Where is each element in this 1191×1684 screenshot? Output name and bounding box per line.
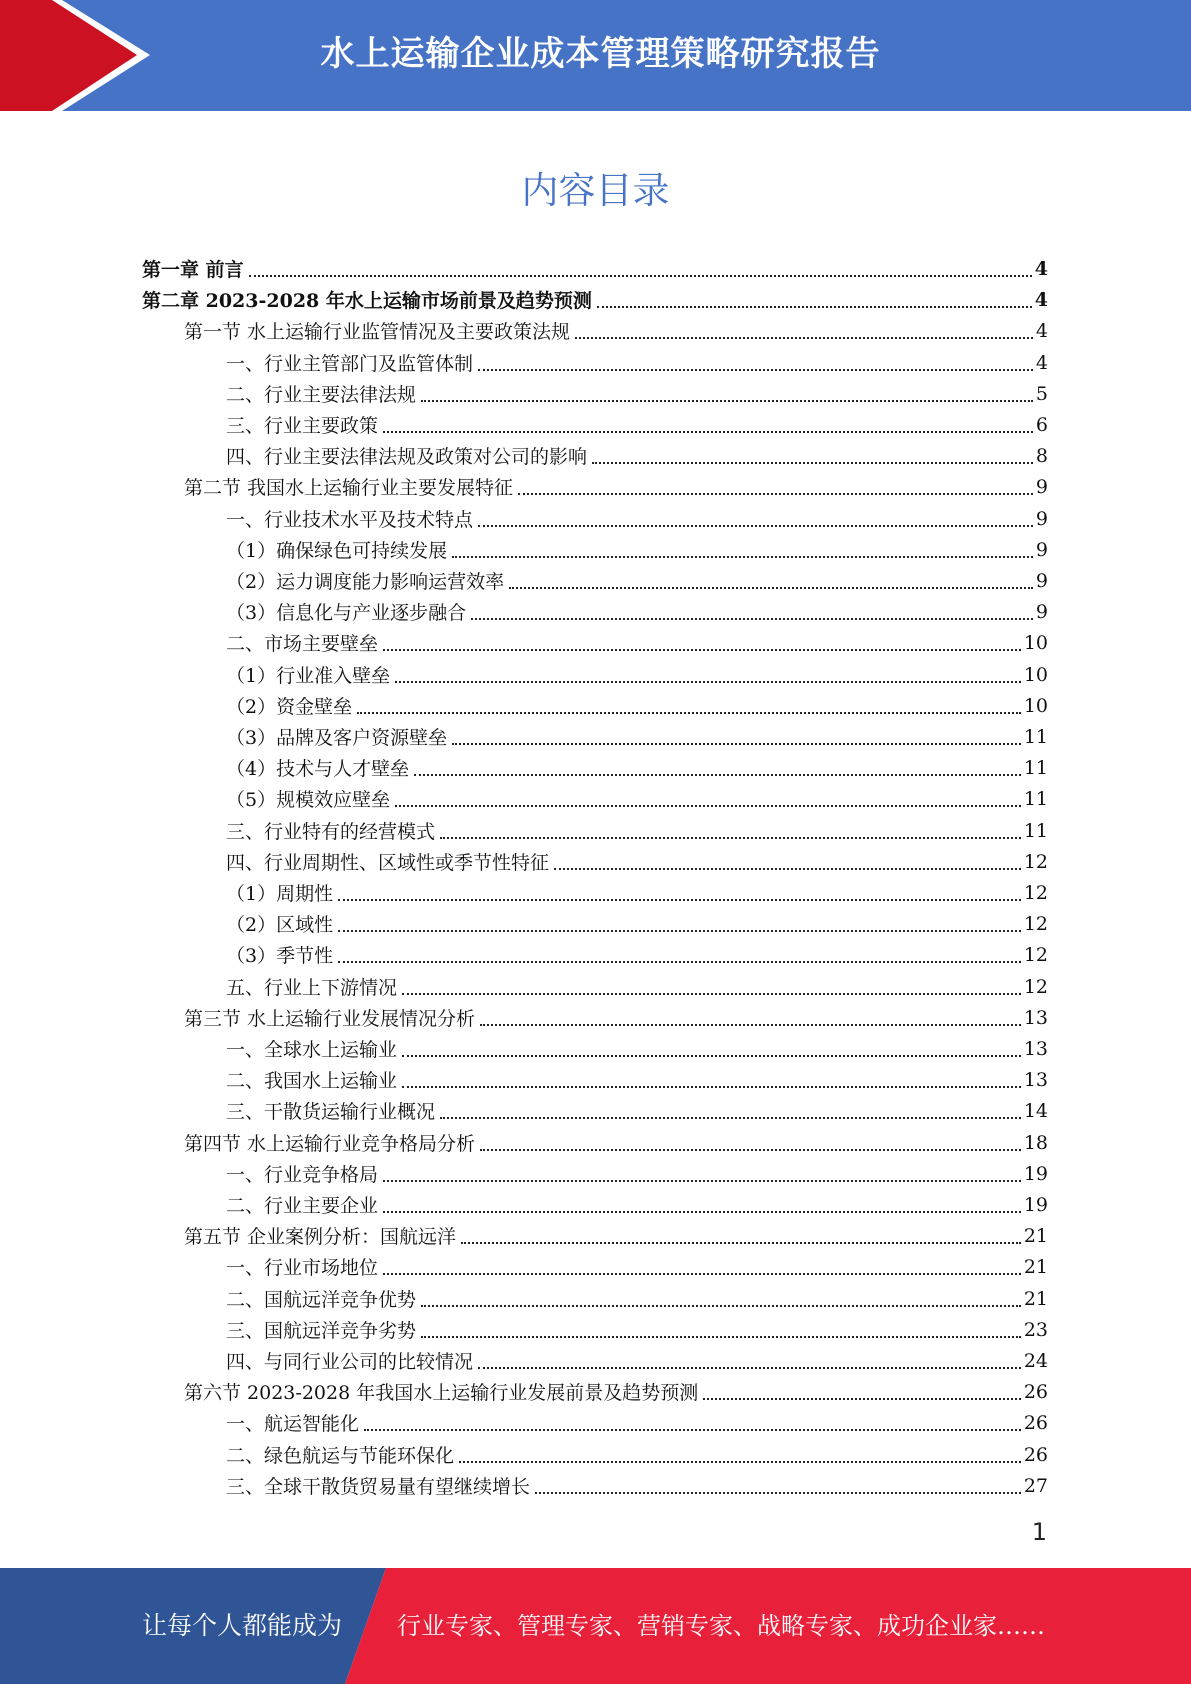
toc-entry-title: （2）运力调度能力影响运营效率 [226, 571, 505, 593]
toc-entry-title: 二、行业主要法律法规 [226, 384, 417, 406]
toc-entry-title: 三、国航远洋竞争劣势 [226, 1320, 417, 1342]
toc-dot-leader [338, 930, 1021, 932]
footer-slogan-right: 行业专家、管理专家、营销专家、战略专家、成功企业家…… [397, 1612, 1045, 1640]
toc-entry-title: 三、全球干散货贸易量有望继续增长 [226, 1476, 531, 1498]
toc-heading: 内容目录 [521, 169, 670, 212]
toc-entry-page: 18 [1023, 1131, 1048, 1154]
toc-dot-leader [421, 400, 1033, 402]
toc-entry-page: 23 [1023, 1318, 1048, 1341]
toc-entry-page: 12 [1023, 943, 1048, 966]
toc-dot-leader [592, 462, 1033, 464]
toc-entry[interactable] [226, 846, 1048, 877]
toc-entry-page: 19 [1023, 1193, 1048, 1216]
toc-entry-page: 9 [1035, 507, 1048, 530]
report-title: 水上运输企业成本管理策略研究报告 [320, 34, 881, 74]
toc-entry[interactable] [226, 690, 1048, 721]
toc-entry-title: 第六节 2023-2028 年我国水上运输行业发展前景及趋势预测 [184, 1382, 699, 1404]
toc-entry-page: 10 [1023, 663, 1048, 686]
toc-entry-page: 13 [1023, 1037, 1048, 1060]
toc-entry[interactable] [226, 1314, 1048, 1345]
toc-dot-leader [535, 1492, 1021, 1494]
toc-entry-title: 一、航运智能化 [226, 1413, 360, 1435]
toc-entry-page: 4 [1035, 319, 1048, 342]
toc-entry-page: 12 [1023, 975, 1048, 998]
toc-dot-leader [383, 1180, 1021, 1182]
toc-entry-title: 一、行业技术水平及技术特点 [226, 509, 474, 531]
toc-entry-page: 4 [1034, 288, 1048, 311]
toc-entry-page: 21 [1023, 1255, 1048, 1278]
toc-entry-title: 第二章 2023-2028 年水上运输市场前景及趋势预测 [142, 290, 592, 312]
toc-entry[interactable] [226, 1158, 1048, 1189]
toc-entry[interactable] [226, 503, 1048, 534]
footer-slogan-left: 让每个人都能成为 [142, 1611, 343, 1640]
toc-entry-title: 第一章 前言 [142, 259, 244, 281]
toc-entry[interactable] [226, 1439, 1048, 1470]
toc-entry[interactable] [226, 877, 1048, 908]
toc-entry-title: 二、市场主要壁垒 [226, 633, 379, 655]
toc-entry[interactable] [226, 908, 1048, 939]
toc-entry[interactable] [226, 815, 1048, 846]
toc-entry-title: 二、国航远洋竞争优势 [226, 1289, 417, 1311]
toc-dot-leader [478, 525, 1033, 527]
toc-dot-leader [421, 1336, 1021, 1338]
toc-dot-leader [703, 1398, 1021, 1400]
toc-entry-title: 一、行业市场地位 [226, 1257, 379, 1279]
toc-entry-title: 三、行业主要政策 [226, 415, 379, 437]
toc-entry-page: 8 [1035, 444, 1048, 467]
toc-entry-page: 12 [1023, 912, 1048, 935]
toc-dot-leader [414, 774, 1021, 776]
toc-dot-leader [461, 1242, 1021, 1244]
toc-entry-page: 12 [1023, 850, 1048, 873]
toc-entry-page: 24 [1023, 1349, 1048, 1372]
toc-entry-page: 6 [1035, 413, 1048, 436]
toc-entry-title: 五、行业上下游情况 [226, 977, 398, 999]
toc-entry[interactable] [184, 315, 1048, 346]
toc-entry[interactable] [226, 783, 1048, 814]
toc-dot-leader [509, 587, 1033, 589]
report-header-band [0, 0, 1191, 111]
toc-entry-title: 三、行业特有的经营模式 [226, 821, 436, 843]
toc-entry[interactable] [226, 721, 1048, 752]
toc-entry-page: 10 [1023, 631, 1048, 654]
toc-dot-leader [478, 369, 1033, 371]
toc-dot-leader [518, 493, 1033, 495]
toc-entry-title: 第二节 我国水上运输行业主要发展特征 [184, 477, 514, 499]
toc-entry[interactable] [184, 1376, 1048, 1407]
toc-entry[interactable] [226, 1064, 1048, 1095]
toc-entry-page: 21 [1023, 1287, 1048, 1310]
toc-entry[interactable] [226, 752, 1048, 783]
toc-entry-page: 11 [1023, 756, 1048, 779]
toc-entry-title: 四、行业周期性、区域性或季节性特征 [226, 852, 550, 874]
toc-entry-title: （1）周期性 [226, 883, 334, 905]
toc-entry[interactable] [226, 1095, 1048, 1126]
toc-entry[interactable] [184, 1220, 1048, 1251]
toc-dot-leader [402, 993, 1021, 995]
toc-entry-title: （2）资金壁垒 [226, 696, 353, 718]
toc-entry[interactable] [226, 627, 1048, 658]
toc-entry-title: （1）行业准入壁垒 [226, 665, 391, 687]
toc-entry-title: 一、行业主管部门及监管体制 [226, 353, 474, 375]
toc-entry-page: 10 [1023, 694, 1048, 717]
toc-dot-leader [383, 1273, 1021, 1275]
toc-entry[interactable] [226, 1345, 1048, 1376]
toc-dot-leader [383, 649, 1021, 651]
toc-entry[interactable] [226, 971, 1048, 1002]
toc-entry[interactable] [226, 565, 1048, 596]
toc-entry[interactable] [184, 1127, 1048, 1158]
toc-entry[interactable] [184, 1002, 1048, 1033]
toc-entry[interactable] [226, 1470, 1048, 1501]
toc-entry-title: 二、我国水上运输业 [226, 1070, 398, 1092]
footer-band [0, 1568, 1191, 1684]
toc-entry[interactable] [226, 659, 1048, 690]
toc-dot-leader [452, 743, 1021, 745]
toc-entry-page: 12 [1023, 881, 1048, 904]
toc-entry-title: 一、全球水上运输业 [226, 1039, 398, 1061]
toc-entry-title: 第五节 企业案例分析：国航远洋 [184, 1226, 457, 1248]
toc-entry[interactable] [226, 440, 1048, 471]
toc-entry-page: 13 [1023, 1068, 1048, 1091]
toc-entry-page: 13 [1023, 1006, 1048, 1029]
toc-entry-title: 二、绿色航运与节能环保化 [226, 1445, 455, 1467]
toc-entry-page: 9 [1035, 600, 1048, 623]
toc-entry[interactable] [226, 347, 1048, 378]
toc-entry-title: （5）规模效应壁垒 [226, 789, 391, 811]
toc-dot-leader [452, 556, 1033, 558]
toc-entry-title: （3）品牌及客户资源壁垒 [226, 727, 448, 749]
toc-entry-title: 四、行业主要法律法规及政策对公司的影响 [226, 446, 588, 468]
toc-entry-page: 11 [1023, 725, 1048, 748]
toc-entry-page: 9 [1035, 569, 1048, 592]
toc-entry[interactable] [142, 253, 1048, 284]
toc-dot-leader [478, 1367, 1021, 1369]
toc-dot-leader [421, 1305, 1021, 1307]
toc-entry-page: 14 [1023, 1099, 1048, 1122]
toc-entry-title: 第四节 水上运输行业竞争格局分析 [184, 1133, 476, 1155]
toc-entry-page: 5 [1035, 382, 1048, 405]
toc-dot-leader [395, 805, 1021, 807]
toc-dot-leader [480, 1149, 1021, 1151]
toc-dot-leader [554, 868, 1021, 870]
toc-entry-page: 9 [1035, 538, 1048, 561]
toc-dot-leader [383, 431, 1033, 433]
toc-dot-leader [440, 837, 1021, 839]
toc-entry-page: 21 [1023, 1224, 1048, 1247]
toc-entry-title: 第一节 水上运输行业监管情况及主要政策法规 [184, 321, 571, 343]
toc-dot-leader [402, 1086, 1021, 1088]
toc-entry-title: （4）技术与人才壁垒 [226, 758, 410, 780]
toc-dot-leader [459, 1461, 1021, 1463]
toc-entry[interactable] [226, 1033, 1048, 1064]
toc-entry[interactable] [184, 471, 1048, 502]
toc-dot-leader [357, 712, 1021, 714]
toc-entry[interactable] [226, 409, 1048, 440]
toc-dot-leader [471, 618, 1033, 620]
toc-entry[interactable] [142, 284, 1048, 315]
toc-entry-page: 26 [1023, 1380, 1048, 1403]
toc-entry[interactable] [226, 1189, 1048, 1220]
toc-dot-leader [440, 1117, 1021, 1119]
toc-entry-title: 三、干散货运输行业概况 [226, 1101, 436, 1123]
toc-dot-leader [575, 337, 1033, 339]
toc-dot-leader [338, 899, 1021, 901]
toc-entry-page: 27 [1023, 1474, 1048, 1497]
toc-dot-leader [249, 275, 1032, 277]
toc-dot-leader [480, 1024, 1021, 1026]
toc-entry[interactable] [226, 939, 1048, 970]
toc-entry-title: （3）信息化与产业逐步融合 [226, 602, 467, 624]
toc-dot-leader [395, 681, 1021, 683]
toc-entry-title: 一、行业竞争格局 [226, 1164, 379, 1186]
toc-entry-page: 4 [1035, 351, 1048, 374]
toc-entry-page: 4 [1034, 257, 1048, 280]
toc-entry-page: 19 [1023, 1162, 1048, 1185]
toc-entry[interactable] [226, 1283, 1048, 1314]
toc-dot-leader [402, 1055, 1021, 1057]
toc-entry-title: 二、行业主要企业 [226, 1195, 379, 1217]
toc-dot-leader [338, 961, 1021, 963]
toc-entry-page: 11 [1023, 787, 1048, 810]
toc-dot-leader [364, 1429, 1021, 1431]
toc-entry-title: （1）确保绿色可持续发展 [226, 540, 448, 562]
toc-entry[interactable] [226, 1407, 1048, 1438]
toc-entry[interactable] [226, 534, 1048, 565]
toc-entry[interactable] [226, 378, 1048, 409]
toc-entry-page: 11 [1023, 819, 1048, 842]
toc-entry-page: 9 [1035, 475, 1048, 498]
toc-entry-title: 第三节 水上运输行业发展情况分析 [184, 1008, 476, 1030]
toc-entry[interactable] [226, 596, 1048, 627]
toc-entry[interactable] [226, 1251, 1048, 1282]
toc-entry-page: 26 [1023, 1443, 1048, 1466]
toc-entry-title: （2）区域性 [226, 914, 334, 936]
toc-dot-leader [597, 306, 1032, 308]
toc-dot-leader [383, 1211, 1021, 1213]
toc-entry-title: 四、与同行业公司的比较情况 [226, 1351, 474, 1373]
page-number: 1 [1031, 1518, 1047, 1546]
toc-entry-page: 26 [1023, 1411, 1048, 1434]
toc-entry-title: （3）季节性 [226, 945, 334, 967]
